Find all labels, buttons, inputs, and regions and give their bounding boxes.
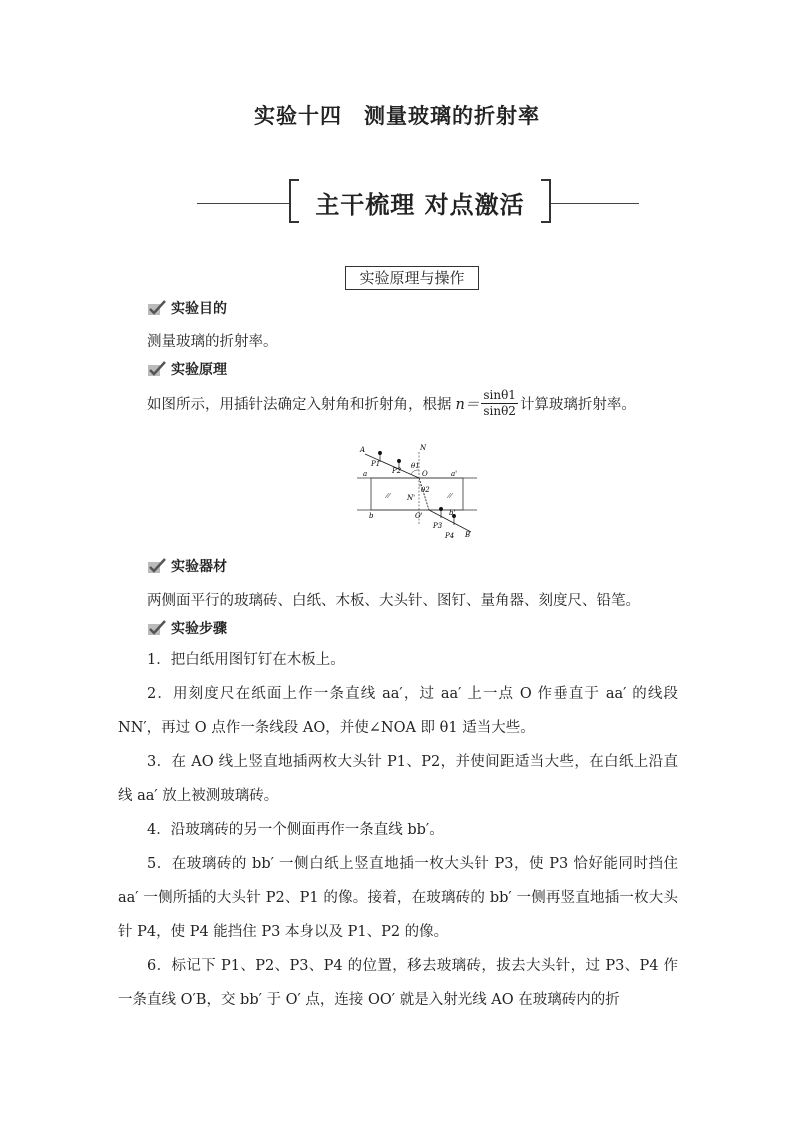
formula-fraction xyxy=(481,388,518,419)
label-N-prime: N' xyxy=(407,494,416,502)
steps-heading-label: 实验步骤 xyxy=(171,621,227,637)
step-3: 3．在 AO 线上竖直地插两枚大头针 P1、P2，并使间距适当大些，在白纸上沿直线 aa′ 放上被测玻璃砖。 xyxy=(118,754,678,804)
section-banner xyxy=(289,179,551,221)
step-6: 6．标记下 P1、P2、P3、P4 的位置，移去玻璃砖，拔去大头针，过 P3、P4 作一条直线 O′B，交 bb′ 于 O′ 点，连接 OO′ 就是入射光线 AO 在玻璃砖内的折 xyxy=(118,958,678,1008)
equipment-heading-label: 实验器材 xyxy=(171,559,227,575)
equipment-text: 两侧面平行的玻璃砖、白纸、木板、大头针、图钉、量角器、刻度尺、铅笔。 xyxy=(147,593,640,609)
label-N: N xyxy=(420,444,427,452)
check-icon xyxy=(147,361,167,377)
label-theta2: θ2 xyxy=(421,486,430,494)
principle-text-before: 如图所示，用插针法确定入射角和折射角，根据 xyxy=(147,397,452,413)
banner-left-line xyxy=(197,203,289,204)
banner-right-line xyxy=(551,203,639,204)
formula-lhs: n＝ xyxy=(455,397,480,413)
step-4: 4．沿玻璃砖的另一个侧面再作一条直线 bb′。 xyxy=(147,822,444,838)
label-O: O xyxy=(422,470,428,478)
page-title: 实验十四 测量玻璃的折射率 xyxy=(254,103,540,128)
label-A: A xyxy=(360,446,366,454)
purpose-text: 测量玻璃的折射率。 xyxy=(147,334,278,350)
principle-heading-label: 实验原理 xyxy=(171,362,227,378)
label-b-prime: b' xyxy=(449,509,456,517)
principle-text-after: 计算玻璃折射率。 xyxy=(519,397,636,413)
label-P4: P4 xyxy=(445,532,455,540)
label-a: a xyxy=(363,470,368,478)
label-b: b xyxy=(369,512,374,520)
purpose-heading xyxy=(147,298,227,318)
purpose-heading-label: 实验目的 xyxy=(171,301,227,317)
label-P1: P1 xyxy=(371,460,381,468)
banner-right-bracket xyxy=(541,179,551,223)
steps-heading xyxy=(147,618,227,638)
refracted-ray xyxy=(419,478,429,510)
step-2: 2．用刻度尺在纸面上作一条直线 aa′，过 aa′ 上一点 O 作垂直于 aa′ 的线段 NN′，再过 O 点作一条线段 AO，并使∠NOA 即 θ1 适当大些。 xyxy=(118,686,678,736)
principle-text xyxy=(147,388,636,419)
formula-denominator: sinθ2 xyxy=(483,404,516,418)
label-P2: P2 xyxy=(392,467,402,475)
equipment-heading xyxy=(147,556,227,576)
check-icon xyxy=(147,620,167,636)
banner-text: 主干梳理 对点激活 xyxy=(315,190,525,219)
refraction-diagram xyxy=(355,440,485,545)
label-O-prime: O' xyxy=(415,512,423,520)
glass-block xyxy=(371,478,463,510)
check-icon xyxy=(147,558,167,574)
principle-heading xyxy=(147,359,227,379)
label-theta1: θ1 xyxy=(411,462,420,470)
label-a-prime: a' xyxy=(451,470,458,478)
section-box-title: 实验原理与操作 xyxy=(345,266,479,290)
step-5: 5．在玻璃砖的 bb′ 一侧白纸上竖直地插一枚大头针 P3，使 P3 恰好能同时挡住 aa′ 一侧所插的大头针 P2、P1 的像。接着，在玻璃砖的 bb′ 一侧再竖直地插一枚大头针 P4，使 P4 能挡住 P3 本身以及 P1、P2 的像。 xyxy=(118,856,678,940)
step-1: 1．把白纸用图钉钉在木板上。 xyxy=(147,652,345,668)
label-P3: P3 xyxy=(433,522,443,530)
check-icon xyxy=(147,300,167,316)
formula-numerator: sinθ1 xyxy=(483,388,516,402)
label-B: B xyxy=(465,531,471,539)
